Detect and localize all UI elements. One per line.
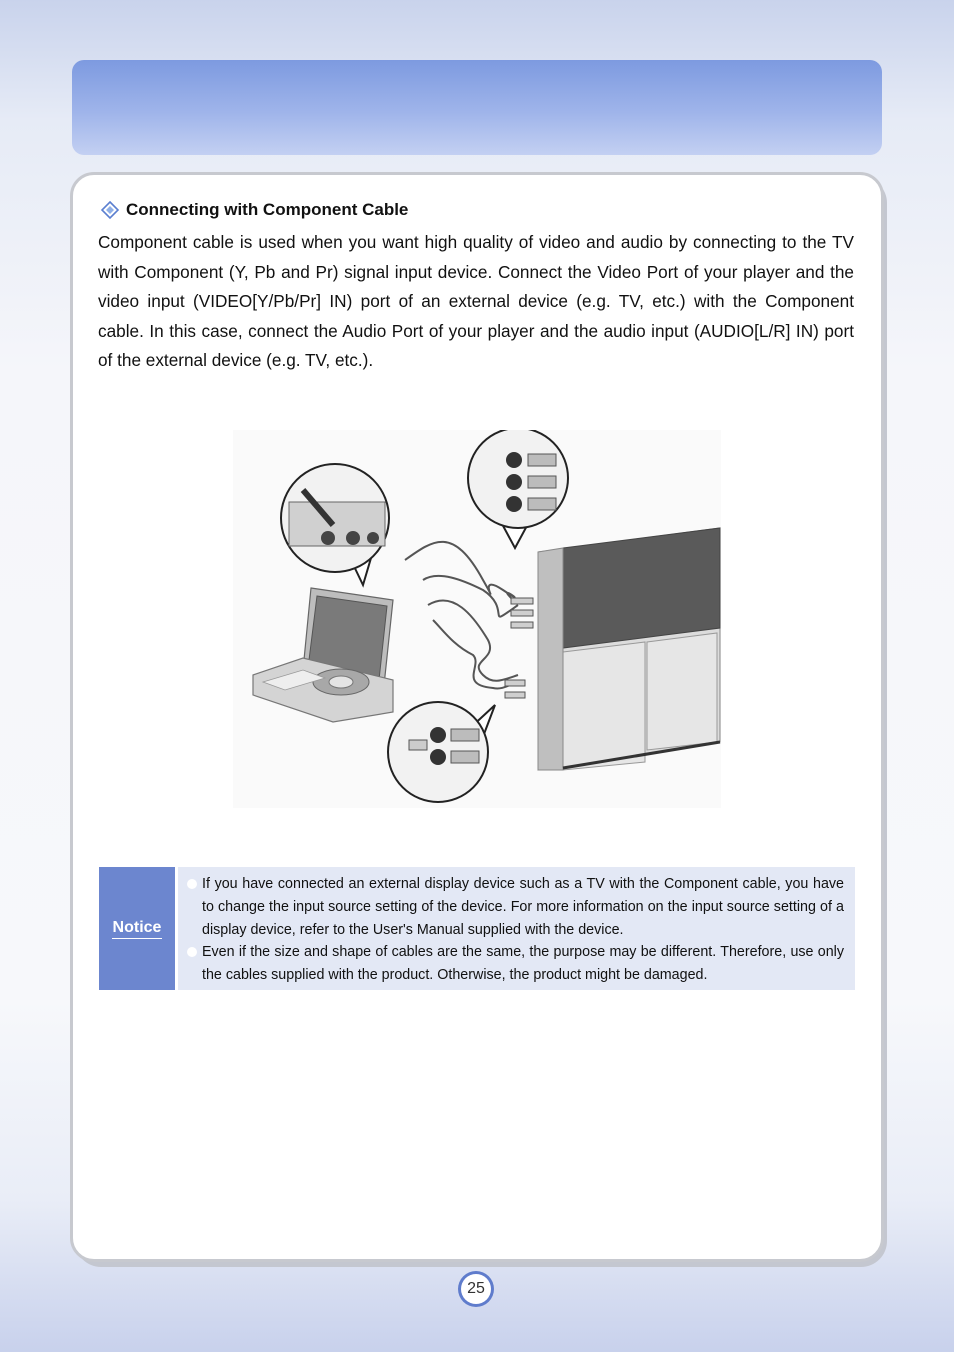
notice-item-text: If you have connected an external display device such as a TV with the Component cable, you have to change the input source setting of the device. For more information on the input source setting of a display device, refer to the User's Manual supplied with the device. [202, 876, 844, 938]
page-number-badge [458, 1271, 494, 1307]
diamond-icon [100, 200, 120, 220]
section-heading [100, 200, 408, 220]
section-title: Connecting with Component Cable [126, 200, 409, 219]
page-number: 25 [461, 1274, 491, 1304]
header-bar [72, 60, 882, 155]
bullet-icon [187, 879, 197, 889]
notice-item [186, 941, 844, 987]
notice-label [99, 867, 175, 990]
notice-label-text: Notice [112, 919, 163, 939]
notice-item-text: Even if the size and shape of cables are the same, the purpose may be different. Therefore, use only the cables supplied with the product. Otherwise, the product might be damaged. [202, 944, 844, 983]
notice-body [178, 867, 855, 990]
tv-illustration [538, 528, 720, 770]
notice-item [186, 873, 844, 942]
connection-illustration [233, 430, 721, 808]
bullet-icon [187, 947, 197, 957]
section-body: Component cable is used when you want high quality of video and audio by connecting to the TV with Component (Y, Pb and Pr) signal input device. Connect the Video Port of your player and the video input (VIDEO[Y/Pb/Pr] IN) port of an external device (e.g. TV, etc.) with the Component cable. In this case, connect the Audio Port of your player and the audio input (AUDIO[L/R] IN) port of the external device (e.g. TV, etc.). [98, 232, 854, 370]
